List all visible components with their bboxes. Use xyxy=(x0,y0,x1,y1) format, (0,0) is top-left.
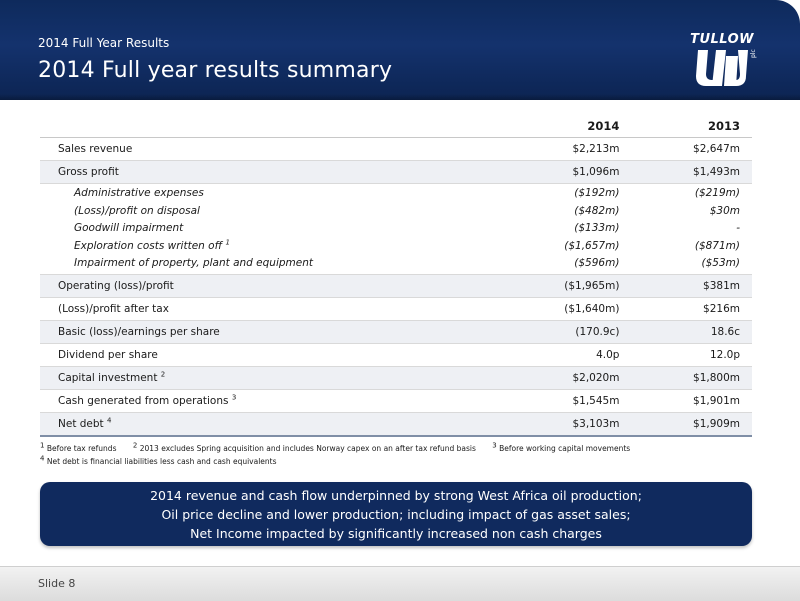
value-2014: ($596m) xyxy=(574,257,620,270)
table-row xyxy=(40,413,752,437)
footnote: $^2$ 2013 excludes Spring acquisition and includes Norway capex on an after tax refund basis xyxy=(132,441,476,453)
sub-item-label: Administrative expenses xyxy=(74,187,204,200)
footnote-ref: 3 xyxy=(231,393,237,402)
table-row xyxy=(40,390,752,413)
slide-header xyxy=(0,0,800,100)
value-2014: $2,213m xyxy=(510,138,631,161)
value-2013: ($219m) xyxy=(694,187,740,200)
table-row xyxy=(40,138,752,161)
footnote: $^1$ Before tax refunds xyxy=(40,441,117,453)
value-2014: ($482m) xyxy=(574,204,620,217)
value-2013: ($53m) xyxy=(701,257,740,270)
value-2014: ($1,657m) xyxy=(564,239,620,252)
table-row xyxy=(40,367,752,390)
callout-line: Net Income impacted by significantly increased non cash charges xyxy=(190,525,602,541)
value-2014: $1,096m xyxy=(510,161,631,184)
footnote-ref: 2 xyxy=(160,370,166,379)
row-label: Operating (loss)/profit xyxy=(40,275,510,298)
table-row xyxy=(40,298,752,321)
footnote: $^4$ Net debt is financial liabilities less cash and cash equivalents xyxy=(40,454,277,466)
value-2014: ($192m) xyxy=(574,187,620,200)
value-2014: $3,103m xyxy=(510,413,631,437)
table-row xyxy=(40,275,752,298)
callout-line: Oil price decline and lower production; including impact of gas asset sales; xyxy=(161,506,631,522)
column-2014: 2014 xyxy=(510,116,631,138)
table-row xyxy=(40,161,752,184)
value-2014: ($1,965m) xyxy=(510,275,631,298)
value-2014: (170.9c) xyxy=(510,321,631,344)
summary-callout xyxy=(40,482,752,546)
value-2013: 12.0p xyxy=(631,344,752,367)
slide-number: Slide 8 xyxy=(38,577,76,590)
slide-footer xyxy=(0,566,800,601)
slide-title: 2014 Full year results summary xyxy=(38,58,393,83)
row-label: (Loss)/profit after tax xyxy=(40,298,510,321)
sub-item-label: (Loss)/profit on disposal xyxy=(74,204,200,217)
value-2013: $1,901m xyxy=(631,390,752,413)
row-label: Basic (loss)/earnings per share xyxy=(40,321,510,344)
sub-values-2014 xyxy=(510,185,619,273)
value-2013: $216m xyxy=(631,298,752,321)
table-header-row xyxy=(40,116,752,138)
results-table xyxy=(40,116,752,437)
row-label: Sales revenue xyxy=(40,138,510,161)
footnote-ref: 4 xyxy=(107,416,112,425)
header-subtitle: 2014 Full Year Results xyxy=(38,36,170,50)
sub-item-label: Goodwill impairment xyxy=(74,222,184,235)
sub-item-label: Exploration costs written off xyxy=(74,239,223,252)
value-2013: $1,800m xyxy=(631,367,752,390)
value-2013: $381m xyxy=(631,275,752,298)
logo-wordmark: TULLOW xyxy=(690,32,754,47)
row-label: Capital investment xyxy=(58,372,158,384)
footnote: $^3$ Before working capital movements xyxy=(492,441,631,453)
value-2013: 18.6c xyxy=(631,321,752,344)
row-label: Net debt xyxy=(58,418,104,430)
value-2014: ($1,640m) xyxy=(510,298,631,321)
footnote-ref: 1 xyxy=(225,238,230,247)
value-2013: $1,493m xyxy=(631,161,752,184)
value-2013: ($871m) xyxy=(694,239,740,252)
sub-values-2013 xyxy=(631,185,740,273)
value-2013: $1,909m xyxy=(631,413,752,437)
column-2013: 2013 xyxy=(631,116,752,138)
sub-item-labels xyxy=(58,185,498,273)
row-label: Gross profit xyxy=(40,161,510,184)
value-2013: $2,647m xyxy=(631,138,752,161)
table-row xyxy=(40,344,752,367)
row-label: Dividend per share xyxy=(40,344,510,367)
value-2014: ($133m) xyxy=(574,222,620,235)
footnotes xyxy=(40,442,752,468)
table-row xyxy=(40,321,752,344)
sub-item-label: Impairment of property, plant and equipment xyxy=(74,257,313,270)
value-2014: $1,545m xyxy=(510,390,631,413)
value-2014: $2,020m xyxy=(510,367,631,390)
tullow-logo xyxy=(690,28,760,94)
table-row-sub-items xyxy=(40,184,752,275)
logo-suffix: plc xyxy=(750,49,757,58)
value-2013: - xyxy=(736,222,740,235)
callout-line: 2014 revenue and cash flow underpinned by strong West Africa oil production; xyxy=(150,487,642,503)
row-label: Cash generated from operations xyxy=(58,395,229,407)
logo-mark-icon xyxy=(692,48,754,88)
value-2014: 4.0p xyxy=(510,344,631,367)
value-2013: $30m xyxy=(709,204,740,217)
